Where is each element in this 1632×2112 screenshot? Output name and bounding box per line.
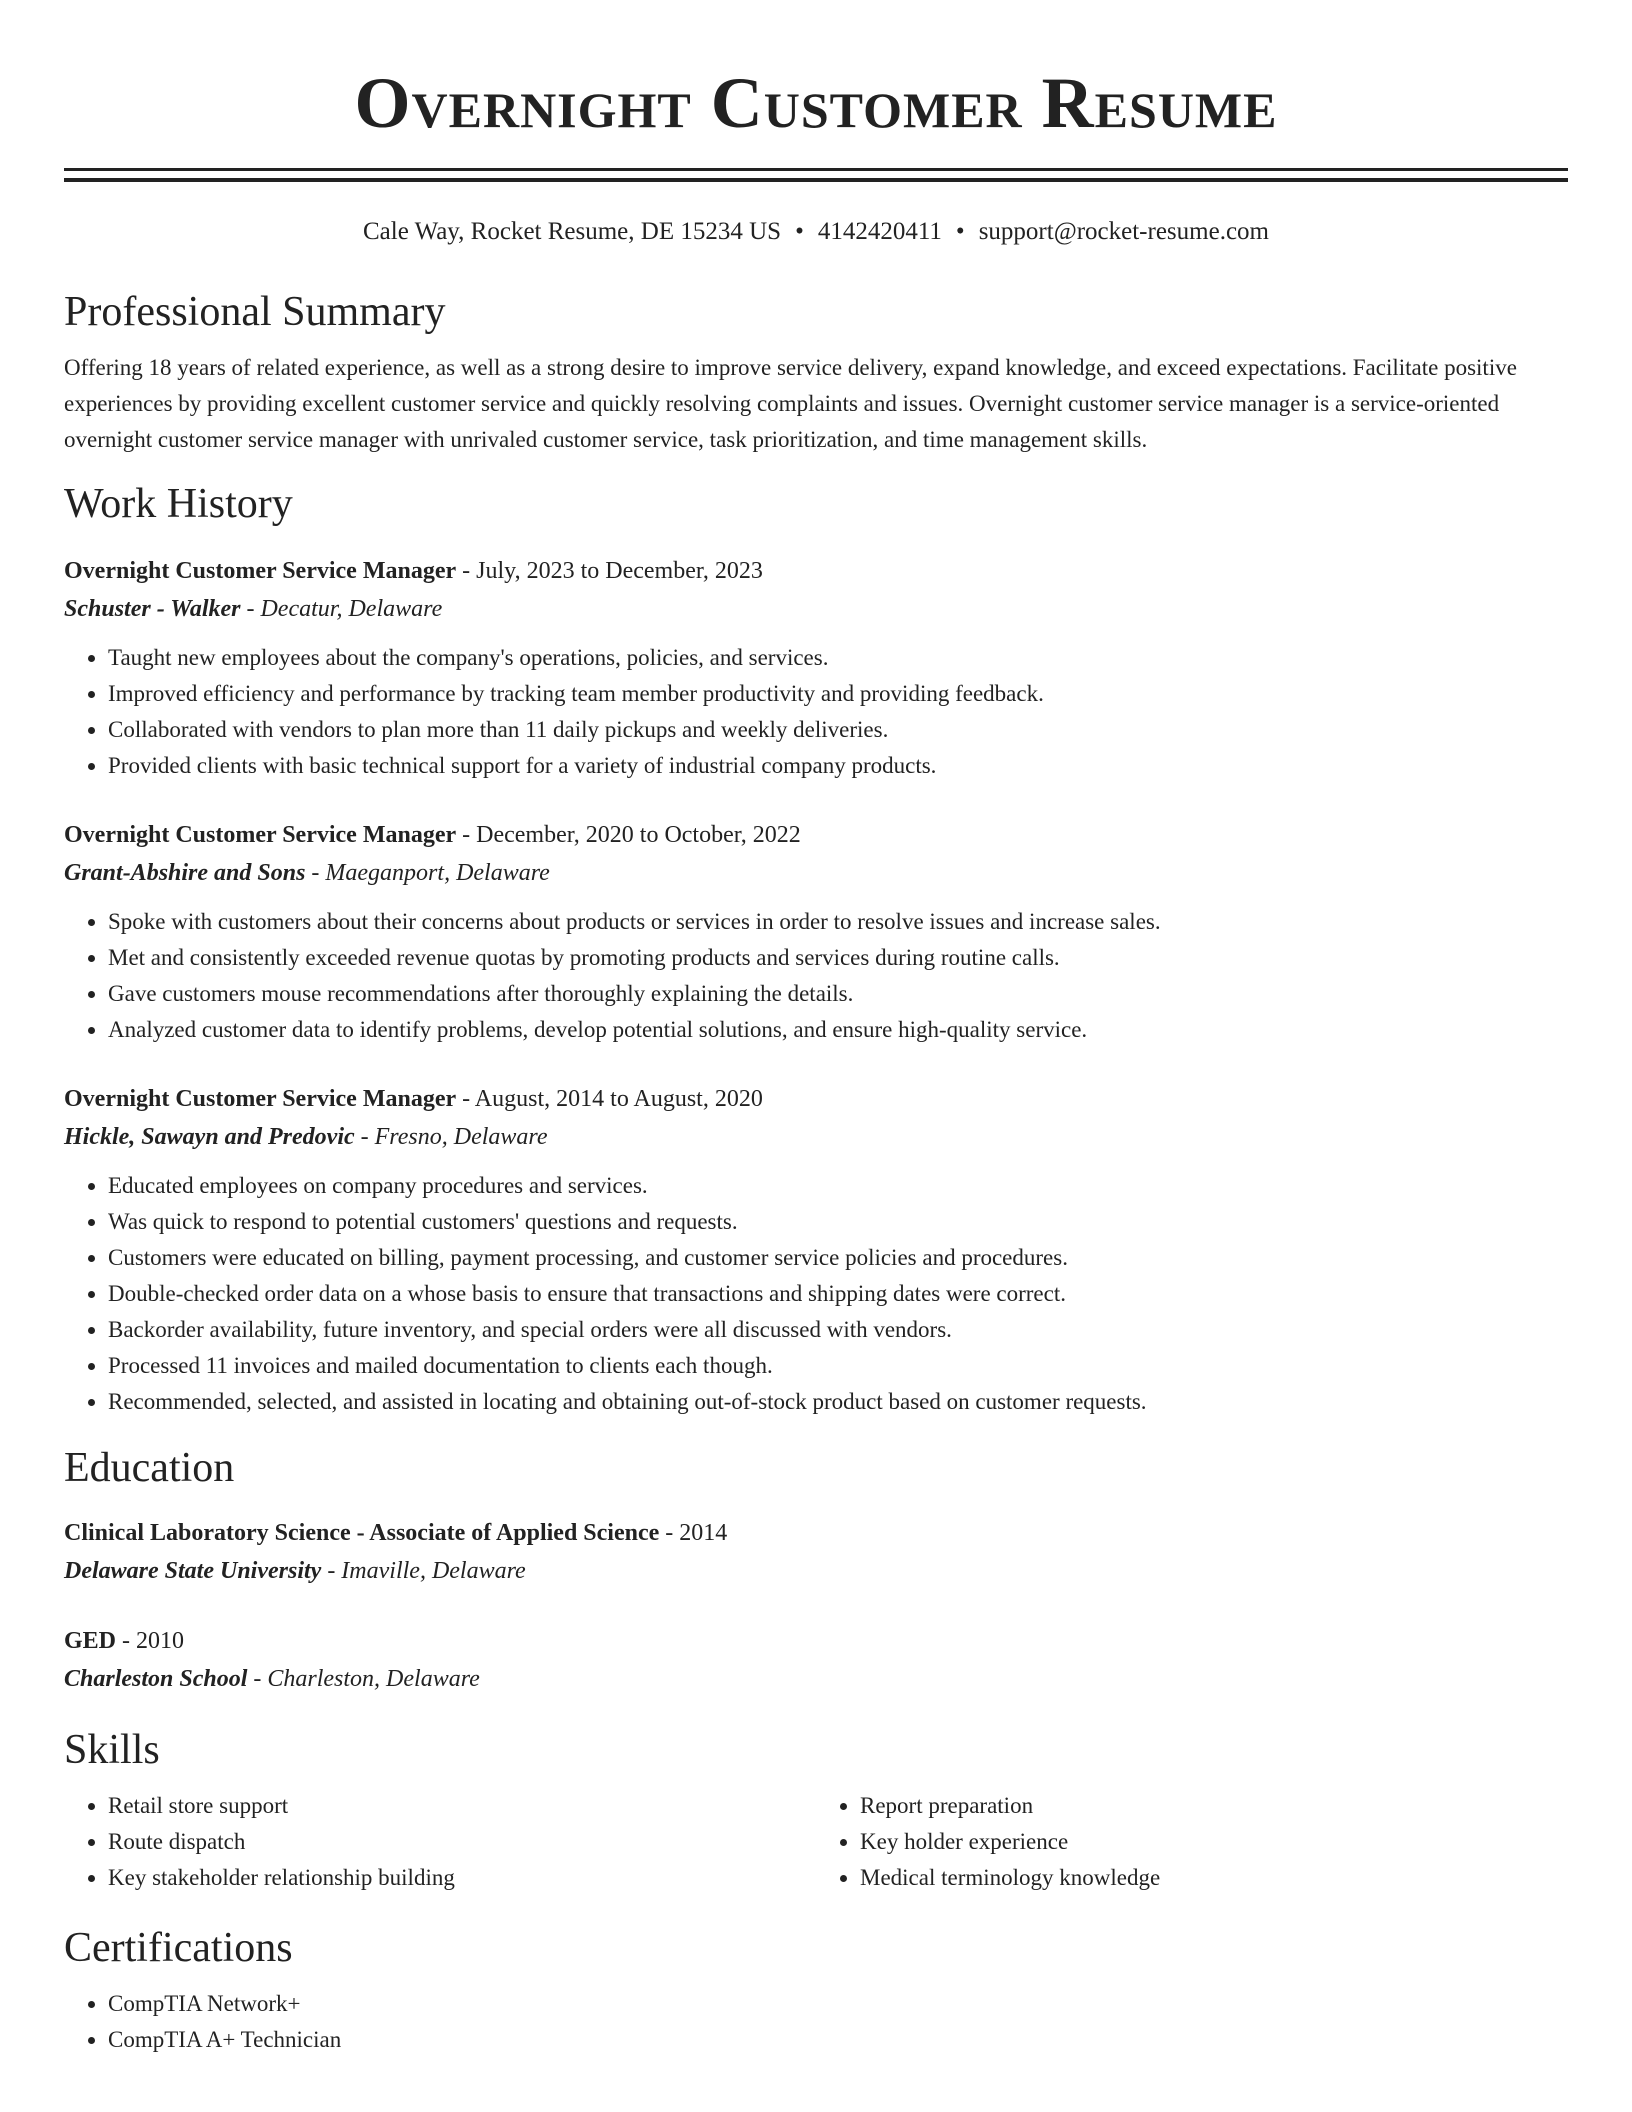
job-header (64, 816, 1568, 854)
resume-page (64, 0, 1568, 2058)
education-school-line (64, 1552, 1568, 1590)
job-bullets (64, 904, 1568, 1048)
job-company: Grant-Abshire and Sons (64, 860, 306, 886)
skills-heading: Skills (64, 1727, 160, 1773)
list-item: • Met and consistently exceeded revenue quotas by promoting products and services during routine calls. (108, 940, 1568, 976)
education-school: Charleston School (64, 1666, 248, 1692)
job-location: - Maeganport, Delaware (305, 860, 550, 886)
job-company: Hickle, Sawayn and Predovic (64, 1124, 355, 1150)
education-year: - 2014 (659, 1520, 728, 1546)
education-heading: Education (64, 1445, 235, 1491)
summary-text: Offering 18 years of related experience, as well as a strong desire to improve service delivery, expand knowledge, and exceed expectations. Facilitate positive experiences by providing excellent customer service and quickly resolving complaints and issues. Overnight customer service manager is a service-oriented overnight customer service manager with unrivaled customer service, task prioritization, and time management skills. (64, 355, 1517, 452)
list-item: • Provided clients with basic technical support for a variety of industrial company products. (108, 748, 1568, 784)
skills-column-right (816, 1788, 1568, 1896)
list-item: • Spoke with customers about their concerns about products or services in order to resolve issues and increase sales. (108, 904, 1568, 940)
education-degree: Clinical Laboratory Science - Associate of Applied Science (64, 1520, 660, 1546)
education-location: - Charleston, Delaware (247, 1666, 480, 1692)
job-entry (64, 816, 1568, 1048)
list-item: • Report preparation (860, 1788, 1568, 1824)
skills-column-left (64, 1788, 816, 1896)
job-bullets (64, 640, 1568, 784)
job-title: Overnight Customer Service Manager (64, 822, 457, 848)
education-location: - Imaville, Delaware (321, 1558, 526, 1584)
list-item: • Processed 11 invoices and mailed documentation to clients each though. (108, 1348, 1568, 1384)
summary-heading: Professional Summary (64, 289, 446, 335)
education-degree: GED (64, 1628, 117, 1654)
list-item: • Medical terminology knowledge (860, 1860, 1568, 1896)
skills-grid (64, 1788, 1568, 1896)
contact-email: support@rocket-resume.com (978, 218, 1269, 245)
job-title: Overnight Customer Service Manager (64, 1086, 457, 1112)
education-entry (64, 1622, 1568, 1698)
list-item: • Recommended, selected, and assisted in locating and obtaining out-of-stock product based on customer requests. (108, 1384, 1568, 1420)
job-dates: - August, 2014 to August, 2020 (456, 1086, 763, 1112)
list-item: • Was quick to respond to potential customers' questions and requests. (108, 1204, 1568, 1240)
education-school-line (64, 1660, 1568, 1698)
certifications-list (64, 1986, 1568, 2058)
list-item: • Analyzed customer data to identify problems, develop potential solutions, and ensure high-quality service. (108, 1012, 1568, 1048)
job-employer (64, 590, 1568, 628)
contact-line (64, 216, 1568, 248)
title-divider-bottom (64, 178, 1568, 182)
title-divider-top (64, 168, 1568, 171)
job-title: Overnight Customer Service Manager (64, 558, 457, 584)
list-item: • CompTIA A+ Technician (108, 2022, 1568, 2058)
list-item: • Backorder availability, future inventory, and special orders were all discussed with vendors. (108, 1312, 1568, 1348)
job-entry (64, 1080, 1568, 1420)
list-item: • Collaborated with vendors to plan more than 11 daily pickups and weekly deliveries. (108, 712, 1568, 748)
education-entry (64, 1514, 1568, 1590)
list-item: • Gave customers mouse recommendations after thoroughly explaining the details. (108, 976, 1568, 1012)
list-item: • Taught new employees about the company's operations, policies, and services. (108, 640, 1568, 676)
list-item: • Retail store support (108, 1788, 816, 1824)
contact-separator: • (955, 218, 965, 245)
list-item: • Educated employees on company procedures and services. (108, 1168, 1568, 1204)
job-employer (64, 1118, 1568, 1156)
work-history-heading: Work History (64, 481, 293, 527)
job-location: - Decatur, Delaware (240, 596, 443, 622)
list-item: • Double-checked order data on a whose basis to ensure that transactions and shipping dates were correct. (108, 1276, 1568, 1312)
job-employer (64, 854, 1568, 892)
job-bullets (64, 1168, 1568, 1420)
education-school: Delaware State University (64, 1558, 322, 1584)
list-item: • Key holder experience (860, 1824, 1568, 1860)
education-year: - 2010 (116, 1628, 185, 1654)
contact-separator: • (795, 218, 804, 245)
job-header (64, 1080, 1568, 1118)
list-item: • CompTIA Network+ (108, 1986, 1568, 2022)
job-dates: - July, 2023 to December, 2023 (456, 558, 763, 584)
job-entry (64, 552, 1568, 784)
job-dates: - December, 2020 to October, 2022 (456, 822, 801, 848)
education-header (64, 1514, 1568, 1552)
contact-phone: 4142420411 (817, 218, 942, 245)
list-item: • Route dispatch (108, 1824, 816, 1860)
list-item: • Improved efficiency and performance by tracking team member productivity and providing feedback. (108, 676, 1568, 712)
job-company: Schuster - Walker (64, 596, 241, 622)
job-location: - Fresno, Delaware (354, 1124, 548, 1150)
certifications-heading: Certifications (64, 1925, 293, 1971)
list-item: • Key stakeholder relationship building (108, 1860, 816, 1896)
education-header (64, 1622, 1568, 1660)
list-item: • Customers were educated on billing, payment processing, and customer service policies and procedures. (108, 1240, 1568, 1276)
contact-address: Cale Way, Rocket Resume, DE 15234 US (363, 218, 782, 245)
job-header (64, 552, 1568, 590)
resume-title: Overnight Customer Resume (354, 63, 1278, 143)
